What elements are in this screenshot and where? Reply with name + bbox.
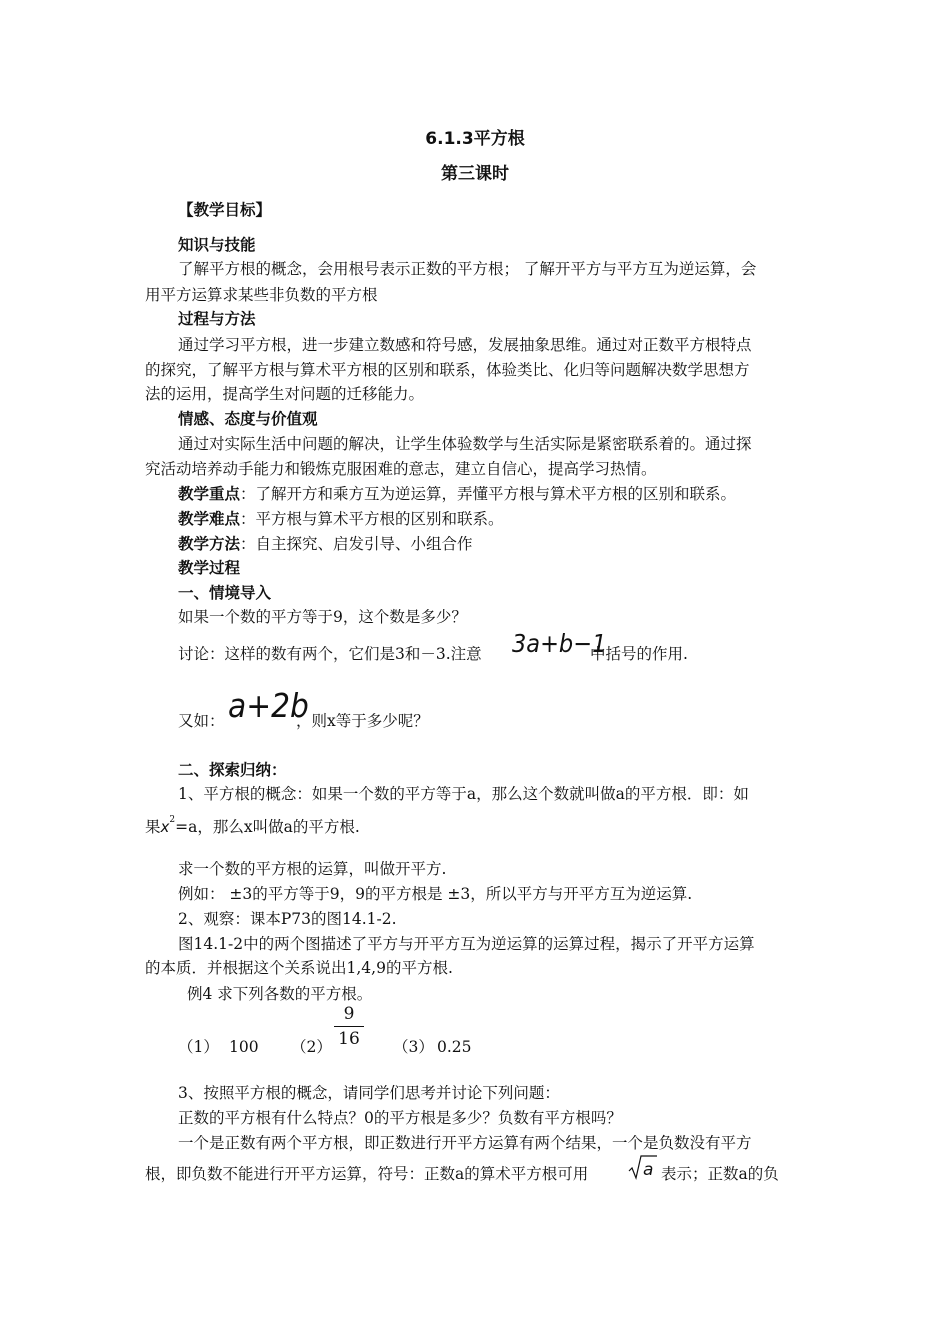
also-after: ，则x等于多少呢？ xyxy=(296,712,429,730)
item2-label: （2） xyxy=(291,1038,332,1056)
process-label: 教学过程 xyxy=(178,559,241,577)
item1-value: 100 xyxy=(229,1038,259,1056)
lesson-subtitle: 第三课时 xyxy=(441,164,509,184)
expression-3a-b-1: 3a+b−1 xyxy=(512,629,607,658)
section2-heading: 二、探索归纳： xyxy=(178,761,287,779)
difficulties xyxy=(178,509,504,529)
methods xyxy=(178,534,473,554)
fraction-9-16 xyxy=(334,1004,364,1049)
answer-line-suffix: 表示；正数a的负 xyxy=(661,1165,779,1183)
also-before: 又如： xyxy=(178,712,225,730)
concept-line xyxy=(145,814,360,837)
key-points xyxy=(178,484,736,504)
item3-label: （3） xyxy=(393,1038,434,1056)
process-heading: 过程与方法 xyxy=(178,310,256,328)
discussion-questions: 正数的平方根有什么特点？0的平方根是多少？负数有平方根吗？ xyxy=(178,1109,622,1127)
knowledge-heading: 知识与技能 xyxy=(178,236,256,254)
item1-label: （1） xyxy=(178,1038,219,1056)
key-points-text: ：了解开方和乘方互为逆运算，弄懂平方根与算术平方根的区别和联系。 xyxy=(240,485,737,503)
fraction-numerator: 9 xyxy=(343,1004,355,1024)
think-prompt: 3、按照平方根的概念，请同学们思考并讨论下列问题： xyxy=(178,1084,560,1102)
methods-label: 教学方法 xyxy=(178,535,241,553)
concept-line: 1、平方根的概念：如果一个数的平方等于a，那么这个数就叫做a的平方根．即：如 xyxy=(178,785,749,803)
expression-a-2b: a+2b xyxy=(228,686,309,725)
section1-question: 如果一个数的平方等于9，这个数是多少？ xyxy=(178,608,467,626)
emotion-heading: 情感、态度与价值观 xyxy=(178,410,318,428)
key-points-label: 教学重点 xyxy=(178,485,241,503)
sqrt-radicand: a xyxy=(643,1160,654,1180)
example4-prompt: 例4 求下列各数的平方根。 xyxy=(187,985,373,1003)
knowledge-line: 了解平方根的概念，会用根号表示正数的平方根； 了解开平方与平方互为逆运算，会 xyxy=(178,260,757,278)
variable-x: x xyxy=(160,818,170,837)
process-line: 的探究，了解平方根与算术平方根的区别和联系，体验类比、化归等问题解决数学思想方 xyxy=(145,361,750,379)
answer-line-prefix: 根，即负数不能进行开平方运算，符号：正数a的算术平方根可用 xyxy=(145,1165,589,1183)
difficulties-text: ：平方根与算术平方根的区别和联系。 xyxy=(240,510,504,528)
example-text: 例如： ±3的平方等于9，9的平方根是 ±3，所以平方与开平方互为逆运算. xyxy=(178,885,693,903)
figure-description: 的本质．并根据这个关系说出1,4,9的平方根. xyxy=(145,959,453,977)
discuss-after: 中括号的作用. xyxy=(590,645,688,663)
answer-line: 一个是正数有两个平方根，即正数进行开平方运算有两个结果，一个是负数没有平方 xyxy=(178,1134,752,1152)
emotion-line: 究活动培养动手能力和锻炼克服困难的意志，建立自信心，提高学习热情。 xyxy=(145,460,657,478)
emotion-line: 通过对实际生活中问题的解决，让学生体验数学与生活实际是紧密联系着的。通过探 xyxy=(178,435,752,453)
process-line: 通过学习平方根，进一步建立数感和符号感，发展抽象思维。通过对正数平方根特点 xyxy=(178,336,752,354)
concept-prefix: 果 xyxy=(145,818,161,837)
methods-text: ：自主探究、启发引导、小组合作 xyxy=(240,535,473,553)
operation-definition: 求一个数的平方根的运算，叫做开平方. xyxy=(178,860,447,878)
lesson-title: 6.1.3平方根 xyxy=(425,129,525,149)
concept-suffix: =a，那么x叫做a的平方根. xyxy=(175,818,360,837)
fraction-bar xyxy=(334,1026,364,1027)
fraction-denominator: 16 xyxy=(338,1029,360,1049)
process-line: 法的运用，提高学生对问题的迁移能力。 xyxy=(145,385,425,403)
figure-description: 图14.1-2中的两个图描述了平方与开平方互为逆运算的运算过程，揭示了开平方运算 xyxy=(178,935,755,953)
difficulties-label: 教学难点 xyxy=(178,510,241,528)
discuss-before: 讨论：这样的数有两个，它们是3和－3.注意 xyxy=(178,645,482,663)
item3-value: 0.25 xyxy=(437,1038,472,1056)
objectives-label: 【教学目标】 xyxy=(178,201,272,219)
exponent-2: 2 xyxy=(169,815,176,825)
section1-heading: 一、情境导入 xyxy=(178,584,272,602)
observe-text: 2、观察：课本P73的图14.1-2. xyxy=(178,910,397,928)
knowledge-line: 用平方运算求某些非负数的平方根 xyxy=(145,286,378,304)
